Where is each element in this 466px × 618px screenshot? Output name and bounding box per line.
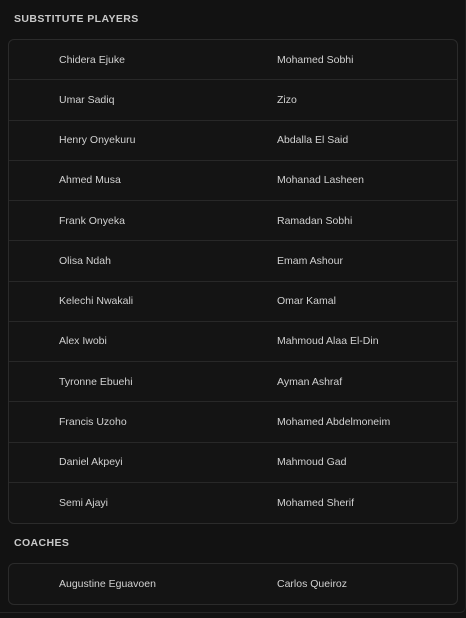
home-coach-name[interactable]: Augustine Eguavoen: [59, 578, 156, 590]
home-player-name[interactable]: Alex Iwobi: [59, 335, 107, 348]
away-coach-name[interactable]: Carlos Queiroz: [277, 578, 348, 590]
list-item: [9, 241, 457, 281]
home-player-name[interactable]: Henry Onyekuru: [59, 134, 136, 147]
list-item: [9, 362, 457, 402]
list-item: [9, 80, 457, 120]
away-player-name[interactable]: Mohamed Sobhi: [277, 53, 354, 66]
home-player-name[interactable]: Chidera Ejuke: [59, 53, 125, 66]
home-player-name[interactable]: Ahmed Musa: [59, 174, 121, 187]
away-player-name[interactable]: Ramadan Sobhi: [277, 214, 353, 227]
coaches-list: [8, 563, 458, 605]
away-player-name[interactable]: Mohamed Abdelmoneim: [277, 415, 391, 428]
home-player-name[interactable]: Tyronne Ebuehi: [59, 375, 133, 388]
away-player-name[interactable]: Ayman Ashraf: [277, 375, 343, 388]
away-player-name[interactable]: Mahmoud Alaa El-Din: [277, 335, 379, 348]
coaches-section-title: COACHES: [14, 537, 70, 549]
home-player-name[interactable]: Semi Ajayi: [59, 496, 109, 509]
home-player-name[interactable]: Kelechi Nwakali: [59, 295, 134, 308]
home-player-name[interactable]: Francis Uzoho: [59, 415, 127, 428]
away-player-name[interactable]: Abdalla El Said: [277, 134, 349, 147]
substitutes-section-title: SUBSTITUTE PLAYERS: [14, 13, 139, 25]
away-player-name[interactable]: Zizo: [277, 93, 297, 106]
list-item: [9, 161, 457, 201]
away-player-name[interactable]: Emam Ashour: [277, 254, 343, 267]
away-player-name[interactable]: Mahmoud Gad: [277, 456, 347, 469]
list-item: [9, 483, 457, 523]
list-item: [9, 282, 457, 322]
away-player-name[interactable]: Omar Kamal: [277, 295, 336, 308]
away-player-name[interactable]: Mohanad Lasheen: [277, 174, 364, 187]
home-player-name[interactable]: Olisa Ndah: [59, 254, 111, 267]
list-item: [9, 40, 457, 80]
away-player-name[interactable]: Mohamed Sherif: [277, 496, 355, 509]
home-player-name[interactable]: Daniel Akpeyi: [59, 456, 123, 469]
list-item: [9, 121, 457, 161]
list-item: [9, 564, 457, 604]
home-player-name[interactable]: Umar Sadiq: [59, 93, 115, 106]
substitutes-list: [8, 39, 458, 524]
list-item: [9, 322, 457, 362]
list-item: [9, 201, 457, 241]
list-item: [9, 402, 457, 442]
home-player-name[interactable]: Frank Onyeka: [59, 214, 125, 227]
list-item: [9, 443, 457, 483]
